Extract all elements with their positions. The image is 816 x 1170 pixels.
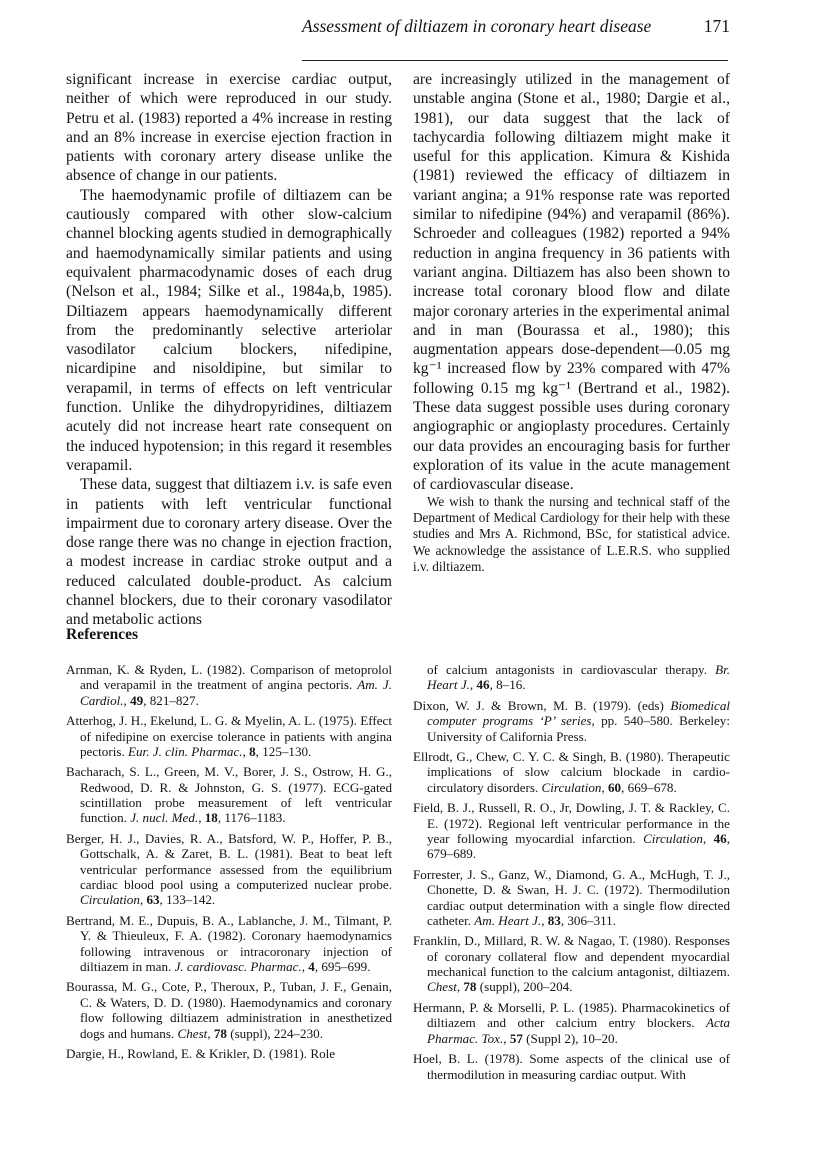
- reference-entry: Berger, H. J., Davies, R. A., Batsford, W. P., Hoffer, P. B., Gottschalk, A. & Zaret, B. L. (1981). Beat to beat left ventricular performance assessed from the equilibrium cardiac blood pool using a computerized nuclear probe. Circulation, 63, 133–142.: [66, 831, 392, 908]
- reference-continuation: of calcium antagonists in cardiovascular therapy. Br. Heart J., 46, 8–16.: [427, 662, 730, 693]
- reference-pages: , 1176–1183.: [217, 810, 286, 826]
- reference-text: of calcium antagonists in cardiovascular therapy.: [427, 662, 707, 677]
- reference-entry: Atterhog, J. H., Ekelund, L. G. & Myelin, A. L. (1975). Effect of nifedipine on exercise tolerance in patients with angina pectoris. Eur. J. clin. Pharmac., 8, 125–130.: [66, 713, 392, 759]
- reference-pages: , 133–142.: [159, 892, 216, 908]
- reference-pages: , 821–827.: [143, 692, 199, 708]
- acknowledgement-text: We wish to thank the nursing and technical staff of the Department of Medical Cardiology for their help with these studies and Mrs A. Richmond, BSc, for statistical advice. We acknowledge the assistance of L.E.R.S. who supplied i.v. diltiazem.: [413, 494, 730, 574]
- reference-authors: Dixon, W. J. & Brown, M. B. (1979). (eds): [413, 697, 664, 713]
- reference-journal: Am. Heart J.: [474, 912, 542, 928]
- reference-journal: Br. Heart J.: [427, 662, 730, 693]
- reference-pages: , 695–699.: [314, 958, 371, 974]
- reference-authors: Ellrodt, G., Chew, C. Y. C. & Singh, B. (1980). Therapeutic implications of slow calcium blockade in cardio-circulatory disorders.: [413, 749, 730, 795]
- body-paragraph: are increasingly utilized in the management of unstable angina (Stone et al., 1980; Dargie et al., 1981), our data suggest that the lack of tachycardia following diltiazem might make it useful for this application. Kimura & Kishida (1981) reviewed the efficacy of diltiazem in variant angina; a 91% response rate was reported similar to nifedipine (94%) and verapamil (86%). Schroeder and colleagues (1982) reported a 94% reduction in angina frequency in 36 patients with variant angina. Diltiazem has also been shown to increase total coronary blood flow and dilate major coronary arteries in the experimental animal and in man (Bourassa et al., 1980); this augmentation appears dose-dependent—0.05 mg kg⁻¹ increased flow by 23% compared with 47% following 0.15 mg kg⁻¹ (Bertrand et al., 1982). These data suggest possible uses during coronary angiographic or angioplasty procedures. Certainly our data provides an encouraging basis for further exploration of its value in the acute management of cardiovascular disease.: [413, 71, 730, 494]
- reference-journal: Biomedical computer programs ‘P’ series: [427, 697, 731, 729]
- reference-authors: Franklin, D., Millard, R. W. & Nagao, T. (1980). Responses of coronary collateral flow and dependent myocardial mechanical function to the calcium antagonist, diltiazem.: [413, 933, 730, 980]
- reference-journal: Circulation: [541, 779, 602, 795]
- body-paragraph: These data, suggest that diltiazem i.v. is safe even in patients with left ventricular functional impairment due to coronary artery disease. Over the dose range there was no change in ejection fraction, a modest increase in cardiac stroke output and a reduced calculated double-product. As calcium channel blockers, due to their coronary vasodilator and metabolic actions: [66, 476, 392, 629]
- reference-volume: 18: [204, 810, 218, 826]
- reference-entry: Forrester, J. S., Ganz, W., Diamond, G. A., McHugh, T. J., Chonette, D. & Swan, H. J. C. (1972). Thermodilution cardiac output determination with a single flow directed catheter. Am. Heart J., 83, 306–311.: [413, 866, 730, 928]
- reference-volume: 57: [509, 1030, 523, 1046]
- reference-entry: [413, 698, 730, 744]
- reference-journal: J. nucl. Med.: [130, 810, 199, 826]
- body-paragraph: significant increase in exercise cardiac output, neither of which were reproduced in our study. Petru et al. (1983) reported a 4% increase in resting and an 8% increase in exercise ejection fraction in patients with coronary artery disease unlike the absence of change in our patients.: [66, 71, 392, 185]
- body-paragraph: The haemodynamic profile of diltiazem can be cautiously compared with other slow-calcium channel blocking agents studied in demographically and haemodynamically similar patients and using equivalent pharmacodynamic doses of each drug (Nelson et al., 1984; Silke et al., 1984a,b, 1985). Diltiazem appears haemodynamically different from the predominantly selective arteriolar vasodilator calcium blockers, nifedipine, nicardipine and nisoldipine, but similar to verapamil, in terms of effects on left ventricular function. Unlike the dihydropyridines, diltiazem acutely did not increase heart rate consequent on the induced hypotension; in this regard it resembles verapamil.: [66, 186, 392, 474]
- reference-authors: Bertrand, M. E., Dupuis, B. A., Lablanche, J. M., Tilmant, P. Y. & Thieuleux, F. A. (1982). Coronary haemodynamics following intravenous or intracoronary injection of diltiazem in man.: [66, 912, 392, 974]
- reference-authors: Field, B. J., Russell, R. O., Jr, Dowling, J. T. & Rackley, C. E. (1972). Regional left ventricular performance in the year following myocardial infarction.: [413, 800, 730, 846]
- reference-volume: 60: [608, 779, 622, 795]
- reference-journal: Chest: [427, 979, 457, 995]
- reference-authors: Hoel, B. L. (1978). Some aspects of the clinical use of thermodilution in measuring cardiac output. With: [413, 1051, 730, 1082]
- reference-authors: Atterhog, J. H., Ekelund, L. G. & Myelin, A. L. (1975). Effect of nifedipine on exercise tolerance in patients with angina pectoris.: [66, 713, 392, 759]
- reference-pages: , 8–16.: [489, 677, 526, 693]
- reference-volume: 78: [463, 979, 477, 995]
- acknowledgement: [413, 494, 730, 575]
- reference-journal: Eur. J. clin. Pharmac.: [128, 743, 243, 759]
- references-heading: References: [66, 626, 139, 643]
- reference-journal: Circulation: [80, 892, 140, 908]
- page-number: 171: [703, 16, 730, 36]
- body-column-right: [413, 70, 730, 495]
- reference-entry: Arnman, K. & Ryden, L. (1982). Comparison of metoprolol and verapamil in the treatment of angina pectoris. Am. J. Cardiol., 49, 821–827.: [66, 662, 393, 708]
- reference-authors: Hermann, P. & Morselli, P. L. (1985). Pharmacokinetics of diltiazem and other calcium entry blockers.: [413, 1000, 730, 1031]
- reference-pages: (Suppl 2), 10–20.: [522, 1030, 618, 1046]
- reference-entry: Ellrodt, G., Chew, C. Y. C. & Singh, B. (1980). Therapeutic implications of slow calcium blockade in cardio-circulatory disorders. Circulation, 60, 669–678.: [413, 749, 730, 795]
- reference-volume: 63: [146, 892, 160, 908]
- reference-pages: , pp. 540–580. Berkeley: University of California Press.: [427, 713, 730, 744]
- references-column-right: [413, 662, 730, 1087]
- reference-entry: Bertrand, M. E., Dupuis, B. A., Lablanche, J. M., Tilmant, P. Y. & Thieuleux, F. A. (1982). Coronary haemodynamics following intravenous or intracoronary injection of diltiazem in man. J. cardiovasc. Pharmac., 4, 695–699.: [66, 912, 392, 974]
- reference-entry: [66, 1046, 392, 1061]
- reference-pages: , 679–689.: [427, 831, 730, 862]
- running-title: Assessment of diltiazem in coronary heart disease: [302, 16, 652, 36]
- body-column-left: [66, 70, 392, 630]
- reference-entry: Bourassa, M. G., Cote, P., Theroux, P., Tuban, J. F., Genain, C. & Waters, D. D. (1980). Haemodynamics and coronary flow following diltiazem administration in anesthetized dogs and humans. Chest, 78 (suppl), 224–230.: [66, 979, 392, 1041]
- reference-journal: Acta Pharmac. Tox.: [427, 1015, 730, 1046]
- reference-volume: 46: [476, 677, 490, 693]
- reference-entry: Franklin, D., Millard, R. W. & Nagao, T. (1980). Responses of coronary collateral flow and dependent myocardial mechanical function to the calcium antagonist, diltiazem. Chest, 78 (suppl), 200–204.: [413, 933, 730, 995]
- reference-entry: Field, B. J., Russell, R. O., Jr, Dowling, J. T. & Rackley, C. E. (1972). Regional left ventricular performance in the year following myocardial infarction. Circulation, 46, 679–689.: [413, 800, 730, 862]
- reference-volume: 46: [713, 831, 727, 846]
- reference-entry: Bacharach, S. L., Green, M. V., Borer, J. S., Ostrow, H. G., Redwood, D. R. & Johnston, G. S. (1977). ECG-gated scintillation probe measurement of left ventricular function. J. nucl. Med., 18, 1176–1183.: [66, 764, 392, 826]
- reference-authors: Bacharach, S. L., Green, M. V., Borer, J. S., Ostrow, H. G., Redwood, D. R. & Johnston, G. S. (1977). ECG-gated scintillation probe measurement of left ventricular function.: [66, 764, 392, 826]
- reference-pages: , 125–130.: [255, 743, 312, 759]
- reference-pages: , 669–678.: [621, 779, 677, 795]
- reference-authors: Dargie, H., Rowland, E. & Krikler, D. (1981). Role: [66, 1046, 336, 1062]
- reference-volume: 4: [308, 958, 315, 974]
- reference-journal: Chest: [177, 1025, 208, 1041]
- reference-authors: Berger, H. J., Davies, R. A., Batsford, W. P., Hoffer, P. B., Gottschalk, A. & Zaret, B. L. (1981). Beat to beat left ventricular performance assessed from the equilibrium cardiac blood pool using a computerized nuclear probe.: [66, 831, 392, 893]
- references-column-left: [66, 662, 392, 1067]
- reference-volume: 83: [547, 912, 561, 928]
- reference-pages: (suppl), 224–230.: [226, 1025, 323, 1041]
- reference-authors: Forrester, J. S., Ganz, W., Diamond, G. A., McHugh, T. J., Chonette, D. & Swan, H. J. C. (1972). Thermodilution cardiac output determination with a single flow directed catheter.: [413, 866, 730, 928]
- reference-volume: 78: [213, 1025, 227, 1041]
- reference-journal: J. cardiovasc. Pharmac.: [174, 958, 302, 974]
- reference-authors: Arnman, K. & Ryden, L. (1982). Comparison of metoprolol and verapamil in the treatment of angina pectoris.: [66, 662, 392, 693]
- reference-pages: , 306–311.: [560, 912, 616, 928]
- reference-volume: 8: [249, 743, 256, 759]
- reference-pages: (suppl), 200–204.: [476, 979, 573, 995]
- reference-entry: [413, 1051, 730, 1082]
- reference-journal: Am. J. Cardiol.: [80, 677, 393, 708]
- reference-entry: Hermann, P. & Morselli, P. L. (1985). Pharmacokinetics of diltiazem and other calcium entry blockers. Acta Pharmac. Tox., 57 (Suppl 2), 10–20.: [413, 1000, 730, 1046]
- reference-volume: 49: [130, 692, 144, 708]
- reference-authors: Bourassa, M. G., Cote, P., Theroux, P., Tuban, J. F., Genain, C. & Waters, D. D. (1980). Haemodynamics and coronary flow following diltiazem administration in anesthetized dogs and humans.: [66, 979, 392, 1041]
- header-rule: [302, 60, 728, 61]
- reference-journal: Circulation: [643, 831, 703, 846]
